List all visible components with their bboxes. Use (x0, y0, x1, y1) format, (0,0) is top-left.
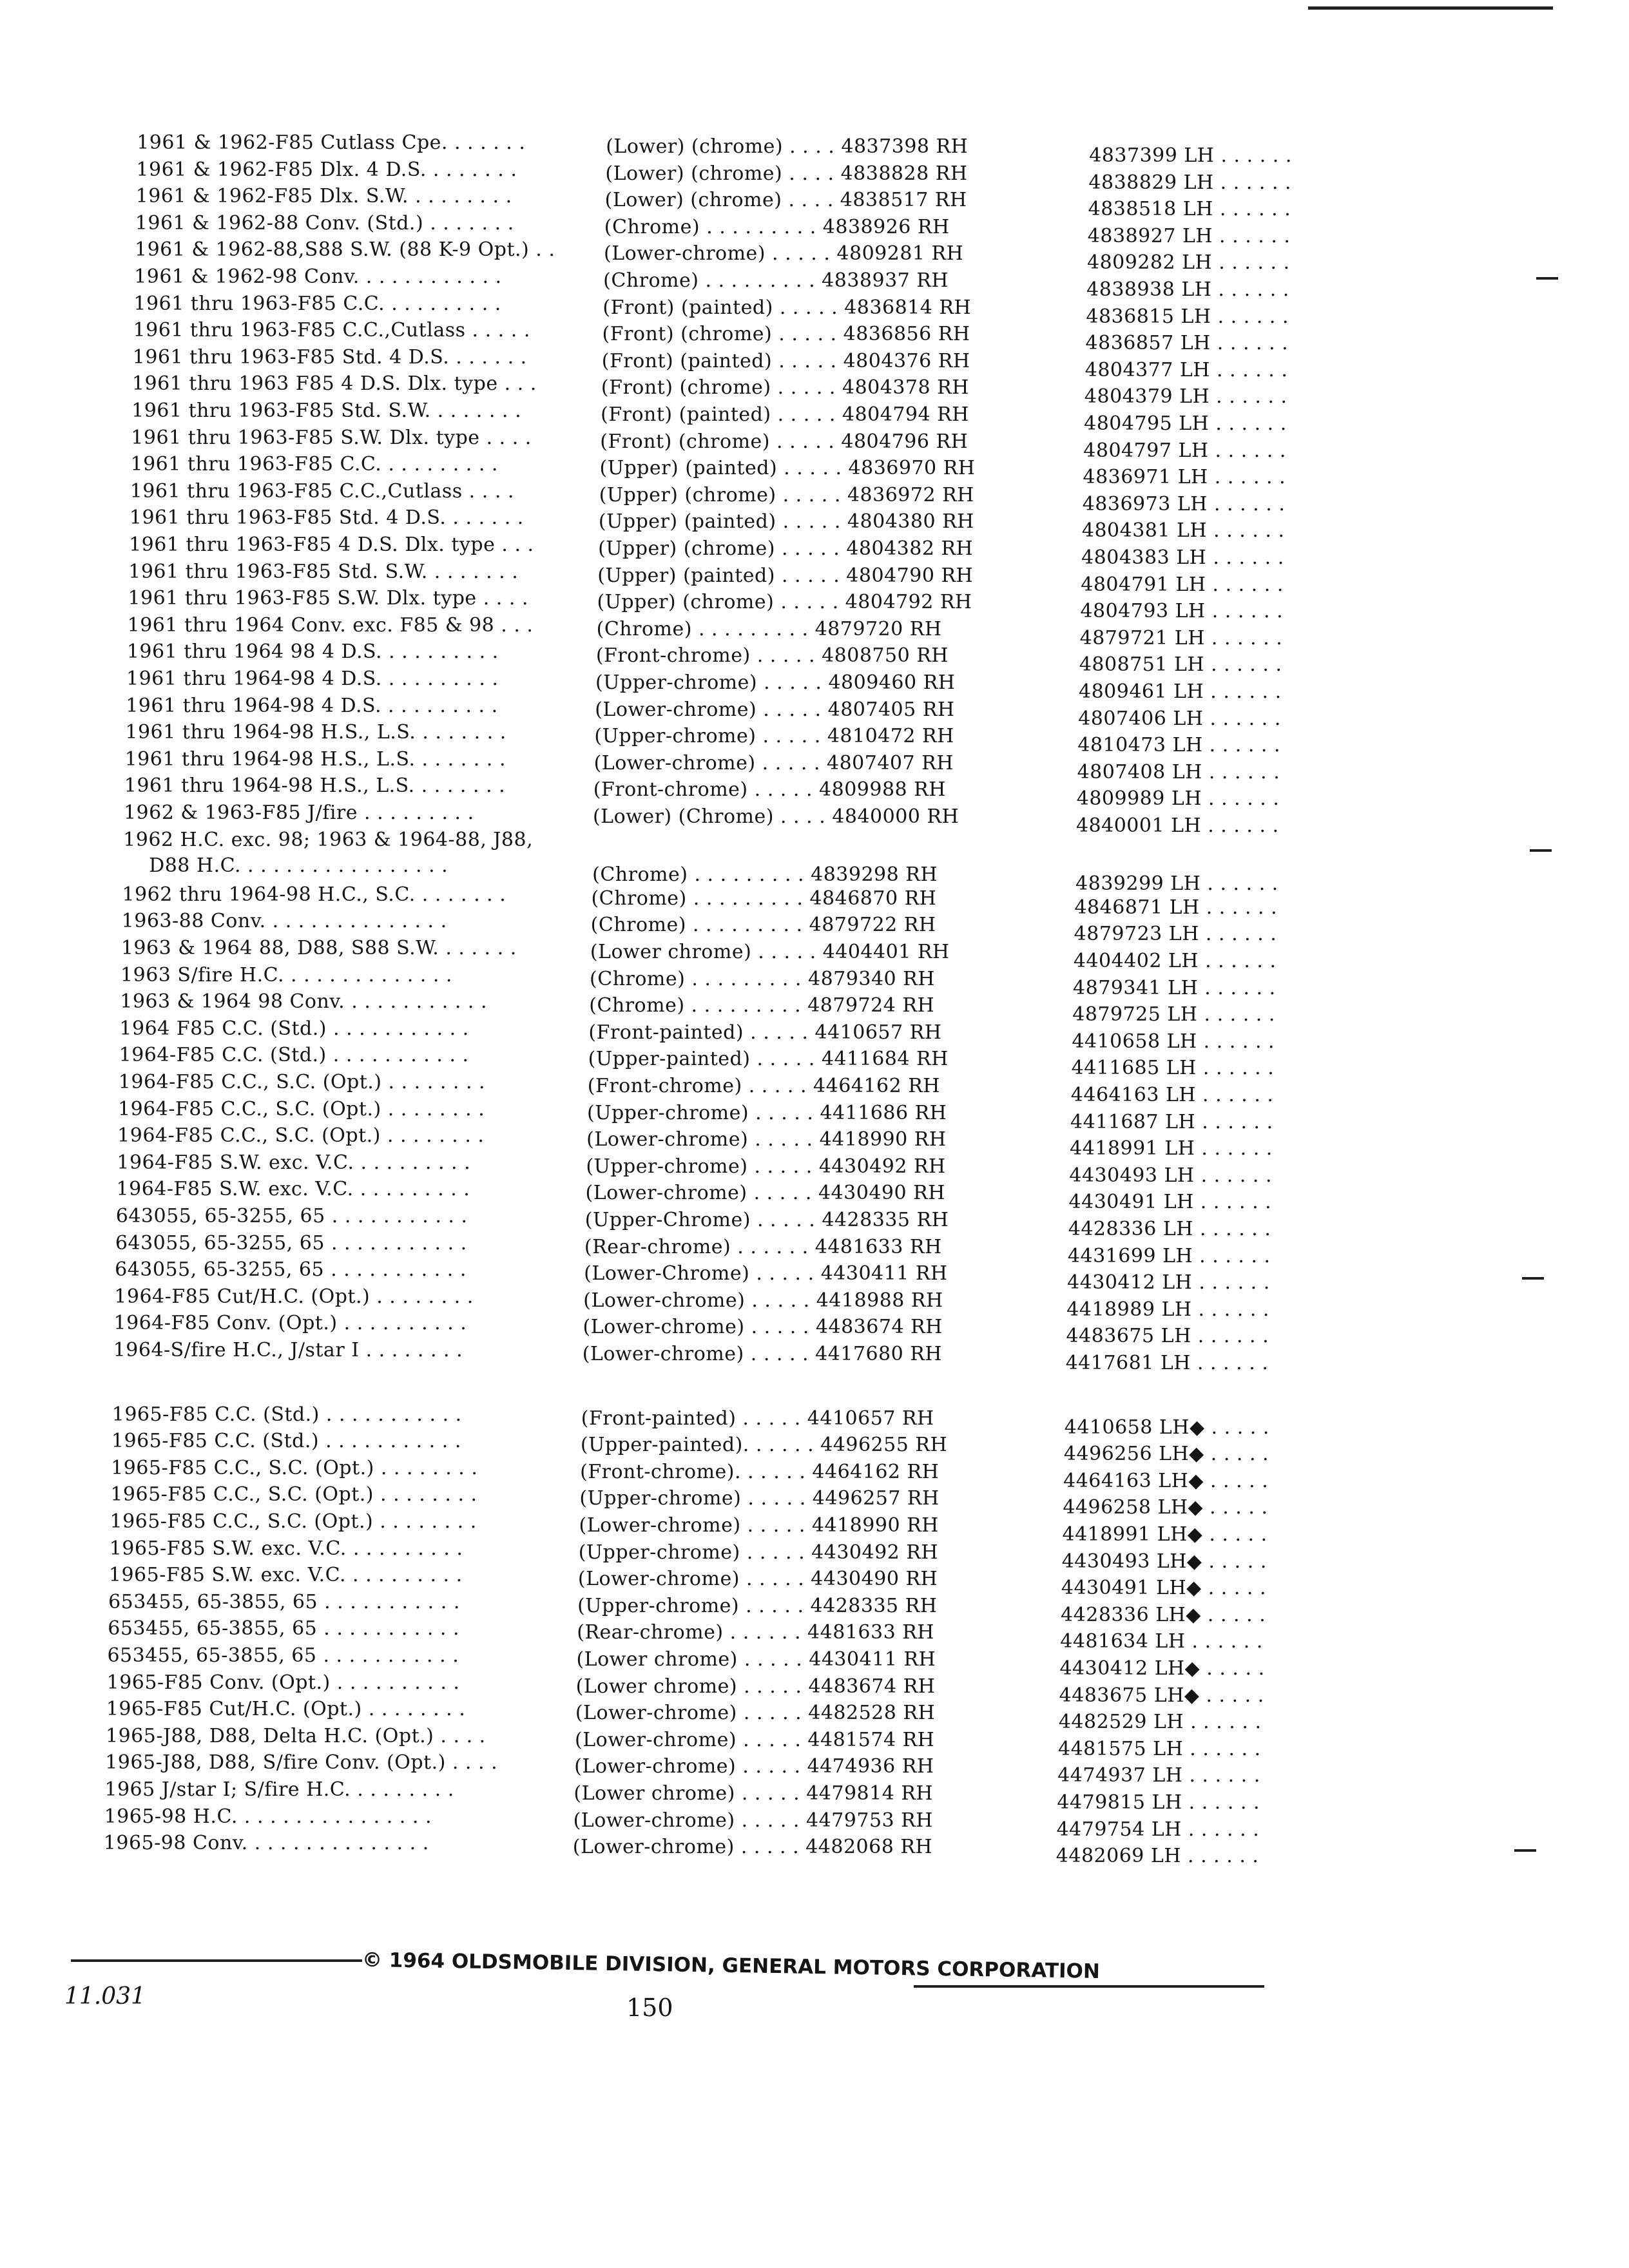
part-lh-cell: 4836973 LH . . . . . . (1082, 492, 1286, 515)
part-rh-cell: (Lower-chrome) . . . . . 4430490 RH (585, 1182, 945, 1205)
model-cell: 1961 thru 1964-98 H.S., L.S. . . . . . . . (124, 774, 506, 798)
part-lh-cell: 4839299 LH . . . . . . (1075, 872, 1278, 895)
part-lh-cell: 4809282 LH . . . . . . (1086, 251, 1290, 274)
part-lh-cell: 4838829 LH . . . . . . (1088, 171, 1292, 194)
part-rh-cell: (Lower) (Chrome) . . . . 4840000 RH (592, 805, 959, 828)
part-lh-cell: 4804795 LH . . . . . . (1084, 412, 1287, 435)
part-rh-cell: (Front) (painted) . . . . . 4804794 RH (601, 403, 969, 426)
part-rh-cell: (Chrome) . . . . . . . . . 4879724 RH (589, 994, 935, 1017)
part-lh-cell: 4837399 LH . . . . . . (1089, 144, 1292, 167)
model-cell: 1964-S/fire H.C., J/star I . . . . . . . . (113, 1339, 463, 1362)
model-cell: 1963 S/fire H.C. . . . . . . . . . . . . . (120, 963, 452, 986)
model-cell: 1961 thru 1963-F85 S.W. Dlx. type . . . . (128, 587, 528, 610)
part-lh-cell: 4838927 LH . . . . . . (1087, 224, 1291, 247)
model-cell: 1961 & 1962-F85 Dlx. S.W. . . . . . . . . (135, 185, 512, 208)
model-cell: 1961 thru 1963-F85 S.W. Dlx. type . . . . (131, 426, 532, 449)
part-lh-cell: 4482529 LH . . . . . . (1058, 1711, 1262, 1734)
model-cell: 1965-F85 Conv. (Opt.) . . . . . . . . . . (106, 1671, 460, 1694)
part-rh-cell: (Chrome) . . . . . . . . . 4838926 RH (604, 215, 950, 238)
model-cell: 1964-F85 Conv. (Opt.) . . . . . . . . . . (113, 1312, 467, 1335)
part-lh-cell: 4417681 LH . . . . . . (1065, 1352, 1269, 1375)
part-rh-cell: (Front) (chrome) . . . . . 4804796 RH (600, 430, 969, 453)
part-lh-cell: 4479815 LH . . . . . . (1057, 1791, 1260, 1814)
model-cell: D88 H.C. . . . . . . . . . . . . . . . . (149, 854, 448, 877)
part-lh-cell: 4464163 LH◆ . . . . . (1063, 1469, 1269, 1492)
part-rh-cell: (Lower-chrome) . . . . . 4430490 RH (577, 1568, 938, 1591)
part-rh-cell: (Chrome) . . . . . . . . . 4838937 RH (603, 269, 949, 292)
part-rh-cell: (Lower-chrome) . . . . . 4807407 RH (593, 751, 954, 774)
model-cell: 1962 & 1963-F85 J/fire . . . . . . . . . (123, 802, 474, 824)
model-cell: 1961 thru 1964-98 H.S., L.S. . . . . . . . (124, 747, 506, 771)
part-lh-cell: 4431699 LH . . . . . . (1067, 1244, 1271, 1267)
part-lh-cell: 4430493 LH . . . . . . (1069, 1164, 1273, 1187)
model-cell: 1961 thru 1963-F85 C.C. . . . . . . . . . (133, 292, 501, 315)
model-cell: 1961 thru 1964-98 4 D.S. . . . . . . . . . (126, 694, 498, 717)
part-lh-cell: 4410658 LH . . . . . . (1072, 1030, 1275, 1053)
model-cell: 1965-F85 S.W. exc. V.C. . . . . . . . . . (109, 1537, 463, 1560)
part-rh-cell: (Upper) (painted) . . . . . 4804380 RH (598, 510, 974, 533)
part-rh-cell: (Lower-chrome) . . . . . 4418990 RH (586, 1128, 947, 1151)
model-cell: 1964-F85 S.W. exc. V.C. . . . . . . . . . (117, 1151, 471, 1174)
part-rh-cell: (Rear-chrome) . . . . . . 4481633 RH (577, 1621, 934, 1644)
part-rh-cell: (Chrome) . . . . . . . . . 4839298 RH (592, 863, 938, 886)
part-lh-cell: 4807408 LH . . . . . . (1077, 760, 1280, 783)
part-lh-cell: 4879723 LH . . . . . . (1074, 923, 1277, 946)
part-rh-cell: (Lower-chrome) . . . . . 4809281 RH (603, 242, 964, 265)
part-lh-cell: 4430491 LH◆ . . . . . (1061, 1577, 1267, 1600)
part-lh-cell: 4809989 LH . . . . . . (1076, 787, 1280, 811)
model-cell: 1964-F85 Cut/H.C. (Opt.) . . . . . . . . (114, 1285, 474, 1308)
model-cell: 1961 thru 1963-F85 4 D.S. Dlx. type . . . (129, 533, 534, 556)
part-lh-cell: 4430412 LH◆ . . . . . (1059, 1657, 1265, 1680)
part-lh-cell: 4430493 LH◆ . . . . . (1061, 1550, 1267, 1573)
part-rh-cell: (Front-chrome) . . . . . 4808750 RH (595, 644, 949, 668)
part-rh-cell: (Upper) (chrome) . . . . . 4804792 RH (597, 591, 972, 614)
part-lh-cell: 4840001 LH . . . . . . (1075, 814, 1279, 837)
part-rh-cell: (Upper) (painted) . . . . . 4804790 RH (597, 564, 974, 587)
part-rh-cell: (Front-painted) . . . . . 4410657 RH (581, 1407, 934, 1430)
model-cell: 1964-F85 C.C., S.C. (Opt.) . . . . . . . . (117, 1097, 485, 1120)
part-rh-cell: (Lower-chrome) . . . . . 4482068 RH (572, 1836, 933, 1859)
model-cell: 1965-F85 S.W. exc. V.C. . . . . . . . . . (108, 1564, 463, 1587)
part-rh-cell: (Chrome) . . . . . . . . . 4846870 RH (591, 887, 937, 910)
part-lh-cell: 4483675 LH . . . . . . (1066, 1325, 1269, 1348)
part-lh-cell: 4481575 LH . . . . . . (1058, 1737, 1261, 1760)
model-cell: 1961 thru 1963-F85 C.C.,Cutlass . . . . (130, 479, 514, 503)
model-cell: 653455, 65-3855, 65 . . . . . . . . . . . (107, 1644, 459, 1667)
part-rh-cell: (Front-chrome). . . . . . 4464162 RH (580, 1460, 940, 1483)
margin-mark (1522, 1277, 1544, 1280)
part-rh-cell: (Upper-chrome) . . . . . 4809460 RH (595, 671, 956, 694)
part-rh-cell: (Lower-Chrome) . . . . . 4430411 RH (584, 1262, 948, 1285)
part-rh-cell: (Front) (painted) . . . . . 4836814 RH (602, 296, 972, 319)
model-cell: 1961 & 1962-F85 Cutlass Cpe. . . . . . . (137, 131, 526, 154)
part-lh-cell: 4410658 LH◆ . . . . . (1064, 1416, 1269, 1439)
model-cell: 1964-F85 C.C. (Std.) . . . . . . . . . . . (119, 1044, 469, 1067)
part-lh-cell: 4808751 LH . . . . . . (1079, 653, 1282, 677)
part-lh-cell: 4404402 LH . . . . . . (1073, 950, 1277, 973)
part-lh-cell: 4804791 LH . . . . . . (1081, 573, 1284, 596)
part-lh-cell: 4474937 LH . . . . . . (1057, 1764, 1260, 1787)
part-rh-cell: (Upper-chrome) . . . . . 4810472 RH (594, 725, 954, 748)
part-lh-cell: 4496256 LH◆ . . . . . (1063, 1443, 1269, 1466)
model-cell: 1965-F85 C.C. (Std.) . . . . . . . . . . . (111, 1403, 462, 1426)
part-rh-cell: (Lower-chrome) . . . . . 4807405 RH (595, 698, 955, 721)
part-rh-cell: (Lower chrome) . . . . . 4430411 RH (576, 1648, 936, 1671)
part-lh-cell: 4418991 LH◆ . . . . . (1062, 1523, 1268, 1546)
model-cell: 1965-J88, D88, S/fire Conv. (Opt.) . . . . (105, 1751, 498, 1774)
model-cell: 1965-F85 C.C., S.C. (Opt.) . . . . . . . . (111, 1456, 478, 1479)
model-cell: 1961 thru 1963-F85 C.C. . . . . . . . . . (130, 453, 498, 476)
part-rh-cell: (Lower chrome) . . . . . 4483674 RH (575, 1675, 936, 1698)
part-lh-cell: 4879725 LH . . . . . . (1072, 1003, 1275, 1026)
part-rh-cell: (Front) (painted) . . . . . 4804376 RH (601, 349, 970, 372)
model-cell: 643055, 65-3255, 65 . . . . . . . . . . . (115, 1205, 468, 1228)
part-lh-cell: 4411685 LH . . . . . . (1071, 1057, 1275, 1080)
part-lh-cell: 4430412 LH . . . . . . (1067, 1271, 1270, 1294)
part-rh-cell: (Front-chrome) . . . . . 4809988 RH (593, 778, 946, 802)
page-code: 11.031 (64, 1983, 146, 2010)
part-rh-cell: (Lower-chrome) . . . . . 4482528 RH (575, 1702, 936, 1725)
page-number: 150 (626, 1994, 673, 2022)
model-cell: 1961 thru 1963-F85 Std. S.W. . . . . . . . (131, 399, 522, 422)
part-lh-cell: 4804377 LH . . . . . . (1084, 358, 1288, 381)
model-cell: 1964-F85 C.C., S.C. (Opt.) . . . . . . . . (117, 1124, 485, 1148)
footer-rule (71, 1959, 362, 1962)
part-lh-cell: 4428336 LH . . . . . . (1068, 1218, 1271, 1241)
model-cell: 1961 thru 1963-F85 Std. 4 D.S. . . . . . . (132, 345, 527, 369)
part-rh-cell: (Lower chrome) . . . . . 4479814 RH (574, 1782, 934, 1805)
part-lh-cell: 4483675 LH◆ . . . . . (1059, 1684, 1264, 1707)
part-lh-cell: 4418991 LH . . . . . . (1070, 1137, 1273, 1160)
model-cell: 1961 thru 1964 98 4 D.S. . . . . . . . . . (126, 640, 499, 664)
part-lh-cell: 4428336 LH◆ . . . . . (1061, 1603, 1266, 1626)
model-cell: 1961 thru 1963 F85 4 D.S. Dlx. type . . . (131, 372, 537, 396)
model-cell: 1965-J88, D88, Delta H.C. (Opt.) . . . . (106, 1724, 486, 1747)
part-lh-cell: 4804381 LH . . . . . . (1081, 519, 1285, 543)
part-rh-cell: (Lower-chrome) . . . . . 4418990 RH (579, 1514, 939, 1537)
part-rh-cell: (Front) (chrome) . . . . . 4836856 RH (602, 323, 970, 346)
part-rh-cell: (Front-painted) . . . . . 4410657 RH (588, 1021, 942, 1044)
part-rh-cell: (Upper-chrome) . . . . . 4428335 RH (577, 1594, 938, 1617)
model-cell: 653455, 65-3855, 65 . . . . . . . . . . . (108, 1617, 460, 1640)
part-lh-cell: 4418989 LH . . . . . . (1066, 1298, 1269, 1321)
part-rh-cell: (Upper) (chrome) . . . . . 4804382 RH (598, 537, 974, 560)
model-cell: 1961 & 1962-88,S88 S.W. (88 K-9 Opt.) . . (134, 238, 555, 262)
footer-rule (914, 1985, 1264, 1988)
part-rh-cell: (Upper-chrome) . . . . . 4496257 RH (579, 1487, 940, 1510)
model-cell: 1963 & 1964 88, D88, S88 S.W. . . . . . . (120, 937, 517, 960)
part-lh-cell: 4482069 LH . . . . . . (1055, 1845, 1259, 1868)
part-rh-cell: (Lower chrome) . . . . . 4404401 RH (590, 941, 950, 964)
model-cell: 1962 thru 1964-98 H.C., S.C. . . . . . . . (122, 883, 506, 906)
part-lh-cell: 4411687 LH . . . . . . (1070, 1110, 1273, 1133)
part-lh-cell: 4836971 LH . . . . . . (1083, 466, 1286, 489)
part-lh-cell: 4846871 LH . . . . . . (1074, 896, 1278, 919)
part-rh-cell: (Chrome) . . . . . . . . . 4879722 RH (590, 914, 936, 937)
model-cell: 1961 thru 1963-F85 C.C.,Cutlass . . . . . (133, 319, 530, 342)
part-lh-cell: 4464163 LH . . . . . . (1070, 1084, 1274, 1107)
part-rh-cell: (Upper-chrome) . . . . . 4411686 RH (586, 1101, 947, 1124)
part-lh-cell: 4836857 LH . . . . . . (1085, 332, 1289, 355)
model-cell: 1961 thru 1964-98 4 D.S. . . . . . . . . . (126, 668, 499, 690)
model-cell: 1964-F85 S.W. exc. V.C. . . . . . . . . . (116, 1178, 470, 1201)
part-rh-cell: (Lower-chrome) . . . . . 4418988 RH (583, 1289, 943, 1312)
model-cell: 1961 thru 1963-F85 Std. S.W. . . . . . . . (128, 560, 519, 583)
part-rh-cell: (Upper-painted) . . . . . 4411684 RH (588, 1048, 949, 1071)
part-lh-cell: 4804793 LH . . . . . . (1080, 600, 1284, 623)
part-rh-cell: (Upper-chrome) . . . . . 4430492 RH (578, 1541, 939, 1564)
model-cell: 1961 & 1962-F85 Dlx. 4 D.S. . . . . . . . (136, 158, 517, 181)
part-rh-cell: (Chrome) . . . . . . . . . 4879340 RH (590, 967, 935, 990)
model-cell: 1965-F85 C.C. (Std.) . . . . . . . . . . . (111, 1430, 461, 1453)
part-lh-cell: 4809461 LH . . . . . . (1079, 680, 1282, 703)
part-rh-cell: (Front) (chrome) . . . . . 4804378 RH (601, 376, 969, 399)
part-rh-cell: (Front-chrome) . . . . . 4464162 RH (587, 1075, 940, 1098)
part-lh-cell: 4479754 LH . . . . . . (1056, 1818, 1260, 1841)
part-rh-cell: (Lower-chrome) . . . . . 4481574 RH (575, 1728, 935, 1751)
model-cell: 1961 thru 1963-F85 Std. 4 D.S. . . . . . . (129, 506, 524, 530)
part-rh-cell: (Lower) (chrome) . . . . 4838517 RH (604, 189, 967, 212)
part-rh-cell: (Lower) (chrome) . . . . 4837398 RH (606, 135, 969, 158)
part-rh-cell: (Upper-painted). . . . . . 4496255 RH (580, 1434, 948, 1457)
part-rh-cell: (Lower-chrome) . . . . . 4474936 RH (574, 1755, 934, 1778)
part-rh-cell: (Rear-chrome) . . . . . . 4481633 RH (584, 1235, 942, 1258)
model-cell: 643055, 65-3255, 65 . . . . . . . . . . . (115, 1258, 467, 1282)
model-cell: 1965-F85 Cut/H.C. (Opt.) . . . . . . . . (106, 1698, 466, 1721)
part-lh-cell: 4838938 LH . . . . . . (1086, 278, 1289, 301)
model-cell: 1965 J/star I; S/fire H.C. . . . . . . . . (104, 1778, 454, 1802)
margin-mark (1536, 277, 1558, 280)
model-cell: 1961 & 1962-98 Conv. . . . . . . . . . . . (134, 265, 502, 288)
part-rh-cell: (Lower-chrome) . . . . . 4483674 RH (583, 1316, 943, 1339)
model-cell: 653455, 65-3855, 65 . . . . . . . . . . . (108, 1590, 460, 1613)
part-rh-cell: (Lower-chrome) . . . . . 4479753 RH (573, 1809, 933, 1832)
model-cell: 1964-F85 C.C., S.C. (Opt.) . . . . . . . . (118, 1071, 486, 1094)
part-lh-cell: 4430491 LH . . . . . . (1068, 1191, 1272, 1214)
part-lh-cell: 4810473 LH . . . . . . (1077, 734, 1281, 757)
model-cell: 1965-98 Conv. . . . . . . . . . . . . . . (103, 1832, 429, 1855)
margin-mark (1514, 1849, 1536, 1852)
part-lh-cell: 4804383 LH . . . . . . (1081, 546, 1284, 569)
part-rh-cell: (Upper) (chrome) . . . . . 4836972 RH (599, 483, 974, 506)
part-lh-cell: 4804379 LH . . . . . . (1084, 385, 1287, 408)
part-lh-cell: 4879341 LH . . . . . . (1073, 976, 1276, 999)
model-cell: 1961 & 1962-88 Conv. (Std.) . . . . . . . (135, 211, 514, 235)
copyright-notice: © 1964 OLDSMOBILE DIVISION, GENERAL MOTORS CORPORATION (361, 1948, 1101, 1983)
model-cell: 1962 H.C. exc. 98; 1963 & 1964-88, J88, (123, 828, 534, 851)
part-lh-cell: 4836815 LH . . . . . . (1086, 305, 1289, 328)
model-cell: 1964 F85 C.C. (Std.) . . . . . . . . . . . (119, 1017, 469, 1040)
model-cell: 1965-F85 C.C., S.C. (Opt.) . . . . . . . . (110, 1510, 477, 1533)
part-lh-cell: 4496258 LH◆ . . . . . (1063, 1496, 1268, 1519)
model-cell: 1961 thru 1964-98 H.S., L.S. . . . . . . . (125, 721, 506, 744)
model-cell: 1963 & 1964 98 Conv. . . . . . . . . . . . (120, 990, 488, 1014)
model-cell: 1965-98 H.C. . . . . . . . . . . . . . . . (104, 1805, 432, 1828)
part-lh-cell: 4804797 LH . . . . . . (1083, 439, 1286, 462)
part-lh-cell: 4879721 LH . . . . . . (1079, 626, 1283, 649)
model-cell: 1961 thru 1964 Conv. exc. F85 & 98 . . . (127, 613, 534, 637)
model-cell: 1963-88 Conv. . . . . . . . . . . . . . . (121, 910, 447, 933)
part-rh-cell: (Upper-Chrome) . . . . . 4428335 RH (584, 1209, 949, 1232)
top-rule (1308, 6, 1553, 10)
part-rh-cell: (Upper-chrome) . . . . . 4430492 RH (586, 1155, 946, 1178)
part-rh-cell: (Chrome) . . . . . . . . . 4879720 RH (596, 617, 942, 640)
part-rh-cell: (Lower) (chrome) . . . . 4838828 RH (605, 162, 968, 185)
margin-mark (1530, 849, 1552, 852)
part-lh-cell: 4838518 LH . . . . . . (1088, 198, 1291, 221)
part-lh-cell: 4481634 LH . . . . . . (1060, 1630, 1263, 1653)
part-rh-cell: (Upper) (painted) . . . . . 4836970 RH (599, 457, 976, 480)
model-cell: 1965-F85 C.C., S.C. (Opt.) . . . . . . . . (110, 1483, 477, 1506)
model-cell: 643055, 65-3255, 65 . . . . . . . . . . . (115, 1231, 467, 1254)
part-rh-cell: (Lower-chrome) . . . . . 4417680 RH (582, 1343, 943, 1366)
part-lh-cell: 4807406 LH . . . . . . (1078, 707, 1281, 730)
